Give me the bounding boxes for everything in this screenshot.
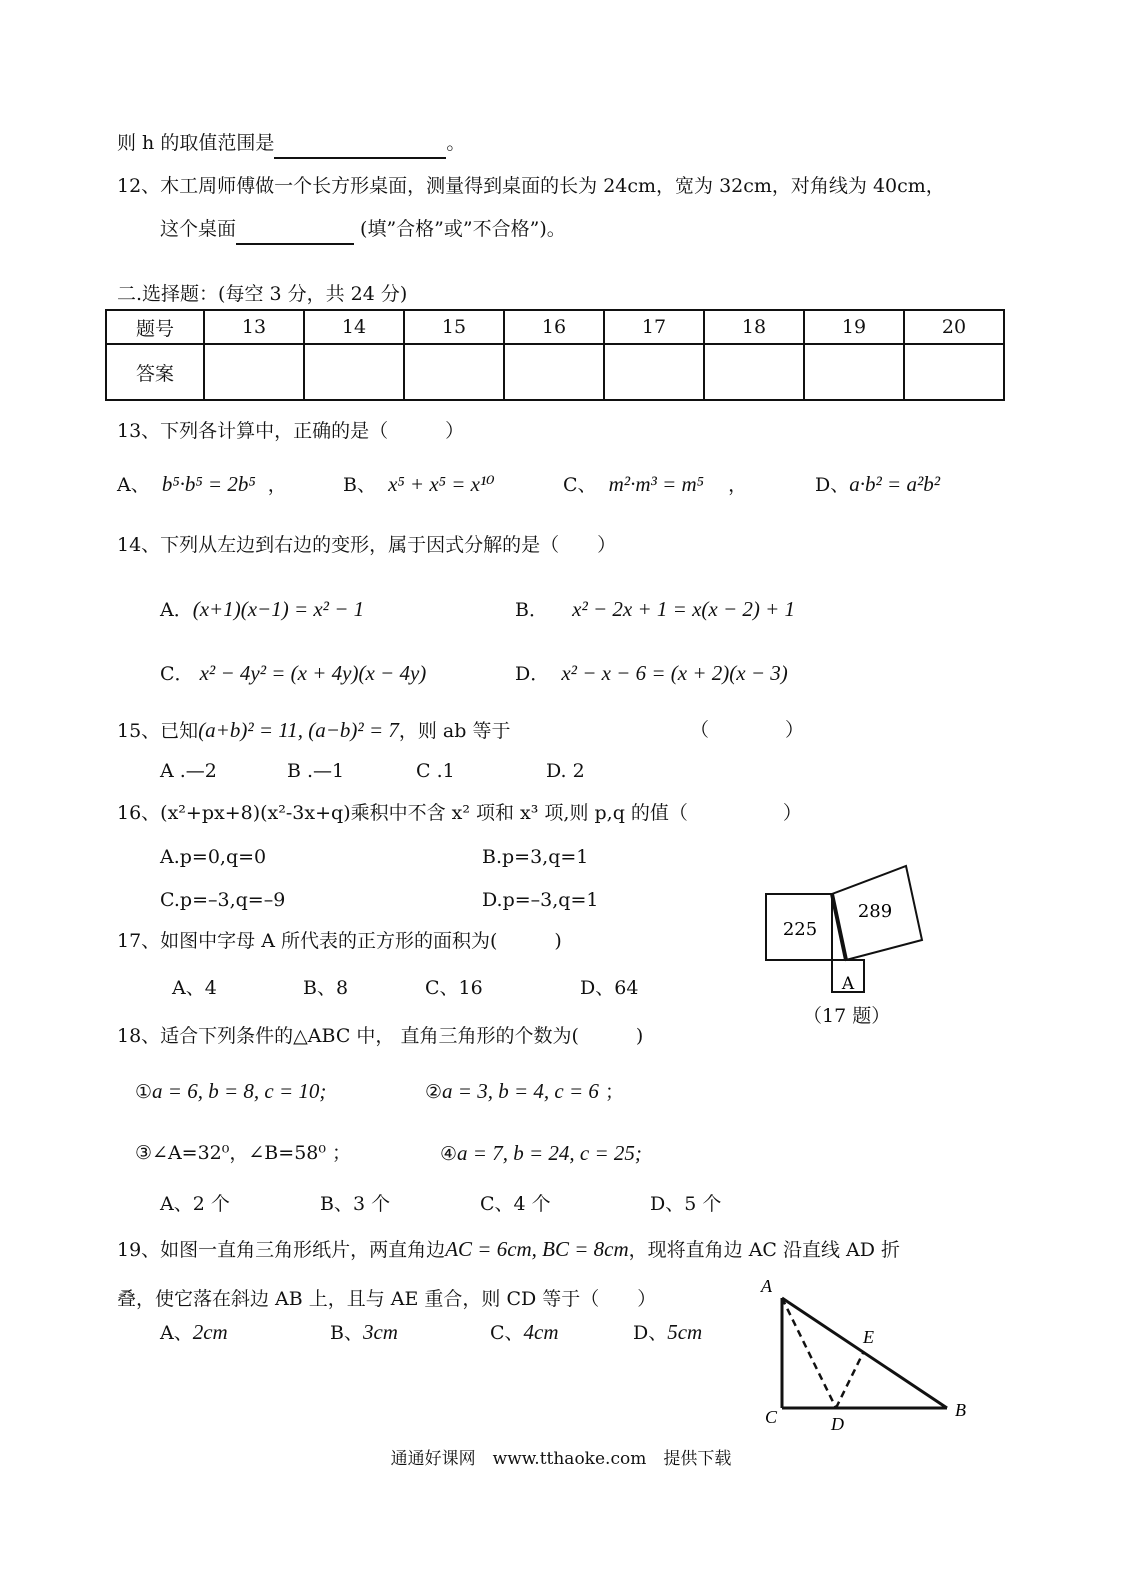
q16-option-a: A.p=0,q=0 <box>160 846 267 868</box>
label-225: 225 <box>782 919 818 940</box>
q18-stem: 18、适合下列条件的△ABC 中， 直角三角形的个数为( ) <box>117 1025 644 1047</box>
q19-a-label: A、 <box>160 1322 193 1344</box>
q17-option-d: D、64 <box>580 977 639 999</box>
label-289: 289 <box>857 901 893 922</box>
q15-option-a: A .—2 <box>160 760 217 782</box>
q13-option-a <box>117 472 287 497</box>
header-number: 19 <box>804 310 904 344</box>
q11-answer-blank[interactable] <box>274 133 446 159</box>
vertex-e: E <box>863 1327 874 1347</box>
q14-b-label: B． <box>515 599 548 621</box>
answer-cell[interactable] <box>704 344 804 400</box>
q13-option-b <box>343 472 495 497</box>
q19-option-d <box>633 1320 702 1345</box>
section2-heading: 二.选择题：(每空 3 分，共 24 分) <box>117 283 408 305</box>
q13-a-expr: b⁵·b⁵ = 2b⁵ <box>161 472 256 496</box>
q19-c-label: C、 <box>490 1322 524 1344</box>
q16-option-b: B.p=3,q=1 <box>482 846 589 868</box>
q11-text: 则 h 的取值范围是 <box>117 132 275 154</box>
q14-option-c <box>160 661 426 686</box>
q18-c4-mark: ④ <box>440 1143 458 1165</box>
q19-post: ，现将直角边 AC 沿直线 AD 折 <box>628 1239 901 1261</box>
header-number: 15 <box>404 310 504 344</box>
header-number: 14 <box>304 310 404 344</box>
q14-c-expr: x² − 4y² = (x + 4y)(x − 4y) <box>199 661 427 685</box>
q12-line1: 12、木工周师傅做一个长方形桌面，测量得到桌面的长为 24cm，宽为 32cm，对角线为 40cm， <box>117 175 945 197</box>
q13-c-expr: m²·m³ = m⁵ <box>608 472 704 496</box>
answer-cell[interactable] <box>204 344 304 400</box>
q15-option-b: B .—1 <box>287 760 345 782</box>
q18-c2-tail: ； <box>604 1081 624 1103</box>
answer-table <box>105 309 1005 401</box>
q14-a-expr: (x+1)(x−1) = x² − 1 <box>192 597 365 621</box>
q18-condition-3: ③∠A=32⁰，∠B=58⁰ ； <box>135 1142 352 1164</box>
q18-c2-mark: ② <box>425 1081 443 1103</box>
q17-figure-caption: （17 题） <box>803 1005 891 1027</box>
answer-cell[interactable] <box>804 344 904 400</box>
header-label: 题号 <box>106 310 204 344</box>
q19-pre: 19、如图一直角三角形纸片，两直角边 <box>117 1239 446 1261</box>
q13-option-d <box>815 472 940 497</box>
q19-option-b <box>330 1320 398 1345</box>
q19-d-label: D、 <box>633 1322 668 1344</box>
q13-sep: ， <box>267 474 287 496</box>
q14-option-a <box>160 597 364 622</box>
q18-option-d: D、5 个 <box>650 1193 722 1215</box>
vertex-c: C <box>765 1407 778 1427</box>
q15-post: ，则 ab 等于 <box>398 720 511 742</box>
q18-option-b: B、3 个 <box>320 1193 391 1215</box>
q17-option-b: B、8 <box>303 977 349 999</box>
q19-expr: AC = 6cm, BC = 8cm <box>445 1237 629 1261</box>
q15-stem <box>117 718 510 743</box>
q14-a-label: A． <box>160 599 193 621</box>
header-number: 20 <box>904 310 1004 344</box>
q18-c4-expr: a = 7, b = 24, c = 25; <box>457 1141 642 1165</box>
q19-b-label: B、 <box>330 1322 363 1344</box>
q14-stem: 14、下列从左边到右边的变形，属于因式分解的是（ ） <box>117 534 617 556</box>
vertex-a: A <box>761 1276 772 1296</box>
q13-d-expr: a·b² = a²b² <box>849 472 941 496</box>
q17-option-a: A、4 <box>172 977 217 999</box>
page-footer: 通通好课网 www.tthaoke.com 提供下载 <box>390 1449 732 1469</box>
q14-option-b <box>515 597 795 622</box>
q13-c-label: C、 <box>563 474 597 496</box>
q12-answer-blank[interactable] <box>236 219 354 245</box>
answer-cell[interactable] <box>304 344 404 400</box>
q12-prefix: 这个桌面 <box>160 218 237 240</box>
q11-line <box>117 131 465 159</box>
header-number: 16 <box>504 310 604 344</box>
q17-figure <box>760 858 940 998</box>
vertex-d: D <box>831 1414 844 1434</box>
q15-pre: 15、已知 <box>117 720 199 742</box>
header-number: 17 <box>604 310 704 344</box>
q13-stem: 13、下列各计算中，正确的是（ ） <box>117 420 465 442</box>
segment-de <box>836 1353 863 1408</box>
q19-c-value: 4cm <box>523 1320 559 1344</box>
q18-condition-4 <box>440 1141 642 1166</box>
q13-d-label: D、 <box>815 474 850 496</box>
q17-option-c: C、16 <box>425 977 483 999</box>
answer-cell[interactable] <box>504 344 604 400</box>
q19-figure <box>755 1268 980 1438</box>
q18-condition-1 <box>135 1079 326 1104</box>
answer-label: 答案 <box>106 344 204 400</box>
header-number: 13 <box>204 310 304 344</box>
q19-option-c <box>490 1320 559 1345</box>
q19-a-value: 2cm <box>192 1320 228 1344</box>
answer-table-answer-row <box>106 344 1004 400</box>
q18-condition-2 <box>425 1079 624 1104</box>
q14-c-label: C． <box>160 663 194 685</box>
answer-cell[interactable] <box>404 344 504 400</box>
q18-c1-expr: a = 6, b = 8, c = 10; <box>152 1079 327 1103</box>
q12-suffix: (填”合格”或”不合格”)。 <box>354 218 566 240</box>
answer-cell[interactable] <box>604 344 704 400</box>
q19-b-value: 3cm <box>362 1320 398 1344</box>
q14-d-label: D． <box>515 663 550 685</box>
q15-expr: (a+b)² = 11, (a−b)² = 7 <box>198 718 399 742</box>
q18-option-c: C、4 个 <box>480 1193 551 1215</box>
q16-option-d: D.p=–3,q=1 <box>482 889 599 911</box>
answer-table-header-row <box>106 310 1004 344</box>
q15-answer-paren: （ ） <box>690 719 805 741</box>
q13-a-label: A、 <box>117 474 150 496</box>
q14-d-expr: x² − x − 6 = (x + 2)(x − 3) <box>561 661 788 685</box>
label-a: A <box>841 974 855 994</box>
q19-option-a <box>160 1320 228 1345</box>
header-number: 18 <box>704 310 804 344</box>
q19-line1 <box>117 1237 900 1262</box>
q13-option-c <box>563 472 747 497</box>
vertex-b: B <box>955 1400 966 1420</box>
q15-option-c: C .1 <box>416 760 455 782</box>
q16-option-c: C.p=–3,q=–9 <box>160 889 286 911</box>
q13-b-label: B、 <box>343 474 376 496</box>
q13-b-expr: x⁵ + x⁵ = x¹⁰ <box>388 472 495 496</box>
q18-option-a: A、2 个 <box>160 1193 230 1215</box>
q15-option-d: D. 2 <box>546 760 585 782</box>
q14-option-d <box>515 661 788 686</box>
q18-c2-expr: a = 3, b = 4, c = 6 <box>442 1079 599 1103</box>
q16-stem: 16、(x²+px+8)(x²-3x+q)乘积中不含 x² 项和 x³ 项,则 p,q 的值（ ） <box>117 802 802 824</box>
side-ab <box>782 1298 947 1408</box>
q11-end: 。 <box>446 132 466 154</box>
q14-b-expr: x² − 2x + 1 = x(x − 2) + 1 <box>572 597 796 621</box>
q12-line2 <box>160 217 566 245</box>
triangle-hypotenuse <box>832 894 846 960</box>
q19-line2: 叠，使它落在斜边 AB 上，且与 AE 重合，则 CD 等于（ ） <box>117 1288 657 1310</box>
q17-stem: 17、如图中字母 A 所代表的正方形的面积为( ) <box>117 930 562 952</box>
q18-c1-mark: ① <box>135 1081 153 1103</box>
q19-d-value: 5cm <box>667 1320 703 1344</box>
answer-cell[interactable] <box>904 344 1004 400</box>
q13-sep: ， <box>728 474 748 496</box>
